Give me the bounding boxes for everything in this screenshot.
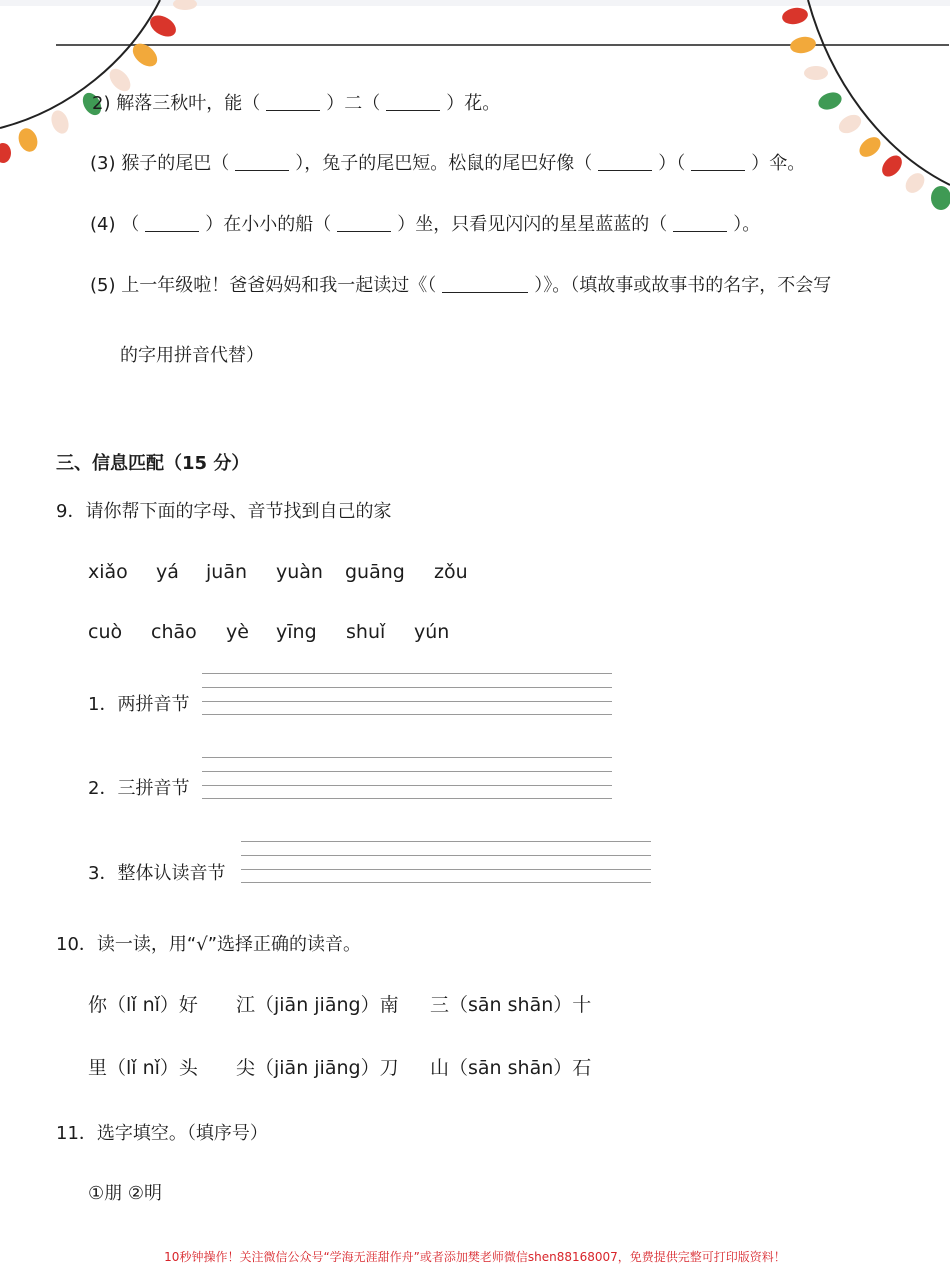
answer-blank[interactable] — [337, 215, 391, 232]
fill-item-2: 2) 解落三秋叶，能（ ）二（ ）花。 — [92, 93, 501, 114]
category-two-spell: 1．两拼音节 — [88, 694, 190, 715]
fill-item-5-continued: 的字用拼音代替） — [120, 345, 264, 366]
answer-blank[interactable] — [442, 276, 528, 293]
pinyin-syllable: yuàn — [276, 561, 323, 583]
reading-choice[interactable]: 尖（jiān jiāng）刀 — [236, 1057, 399, 1079]
answer-blank[interactable] — [235, 154, 289, 171]
pinyin-syllable: yá — [156, 561, 179, 583]
answer-blank[interactable] — [145, 215, 199, 232]
category-whole-read: 3．整体认读音节 — [88, 863, 226, 884]
question-10-prompt: 10．读一读，用“√”选择正确的读音。 — [56, 934, 362, 955]
pinyin-syllable: zǒu — [434, 561, 468, 583]
section-title: 三、信息匹配（15 分） — [56, 453, 250, 474]
fill-item-3: (3) 猴子的尾巴（ ），兔子的尾巴短。松鼠的尾巴好像（ ）（ ）伞。 — [90, 153, 806, 174]
pinyin-syllable: yún — [414, 621, 450, 643]
pinyin-syllable: guāng — [345, 561, 405, 583]
category-three-spell: 2．三拼音节 — [88, 778, 190, 799]
pinyin-syllable: yè — [226, 621, 249, 643]
answer-blank[interactable] — [266, 94, 320, 111]
reading-choice[interactable]: 江（jiān jiāng）南 — [236, 994, 399, 1016]
answer-blank[interactable] — [598, 154, 652, 171]
pinyin-syllable: xiǎo — [88, 561, 128, 583]
question-9-prompt: 9．请你帮下面的字母、音节找到自己的家 — [56, 501, 392, 522]
reading-choice[interactable]: 三（sān shān）十 — [430, 994, 592, 1016]
item-label: (4) — [90, 214, 116, 235]
item-label: (5) — [90, 275, 116, 296]
pinyin-syllable: juān — [206, 561, 248, 583]
pinyin-syllable: chāo — [151, 621, 197, 643]
reading-choice[interactable]: 里（lǐ nǐ）头 — [88, 1057, 198, 1079]
question-11-options: ①朋 ②明 — [88, 1183, 162, 1204]
fill-item-5: (5) 上一年级啦！爸爸妈妈和我一起读过《（ ）》。（填故事或故事书的名字，不会写 — [90, 275, 832, 296]
reading-choice[interactable]: 山（sān shān）石 — [430, 1057, 592, 1079]
answer-blank[interactable] — [386, 94, 440, 111]
item-label: 2) — [92, 93, 111, 114]
answer-blank[interactable] — [691, 154, 745, 171]
pinyin-syllable: shuǐ — [346, 621, 386, 643]
question-11-prompt: 11．选字填空。（填序号） — [56, 1123, 268, 1144]
answer-blank[interactable] — [673, 215, 727, 232]
pinyin-syllable: yīng — [276, 621, 317, 643]
reading-choice[interactable]: 你（lǐ nǐ）好 — [88, 994, 198, 1016]
item-label: (3) — [90, 153, 116, 174]
promo-footer: 10秒钟操作！关注微信公众号“学海无涯甜作舟”或者添加樊老师微信shen88168007，免费提供完整可打印版资料！ — [164, 1250, 786, 1264]
pinyin-syllable: cuò — [88, 621, 123, 643]
fill-item-4: (4) （ ）在小小的船（ ）坐，只看见闪闪的星星蓝蓝的（ ）。 — [90, 214, 761, 235]
